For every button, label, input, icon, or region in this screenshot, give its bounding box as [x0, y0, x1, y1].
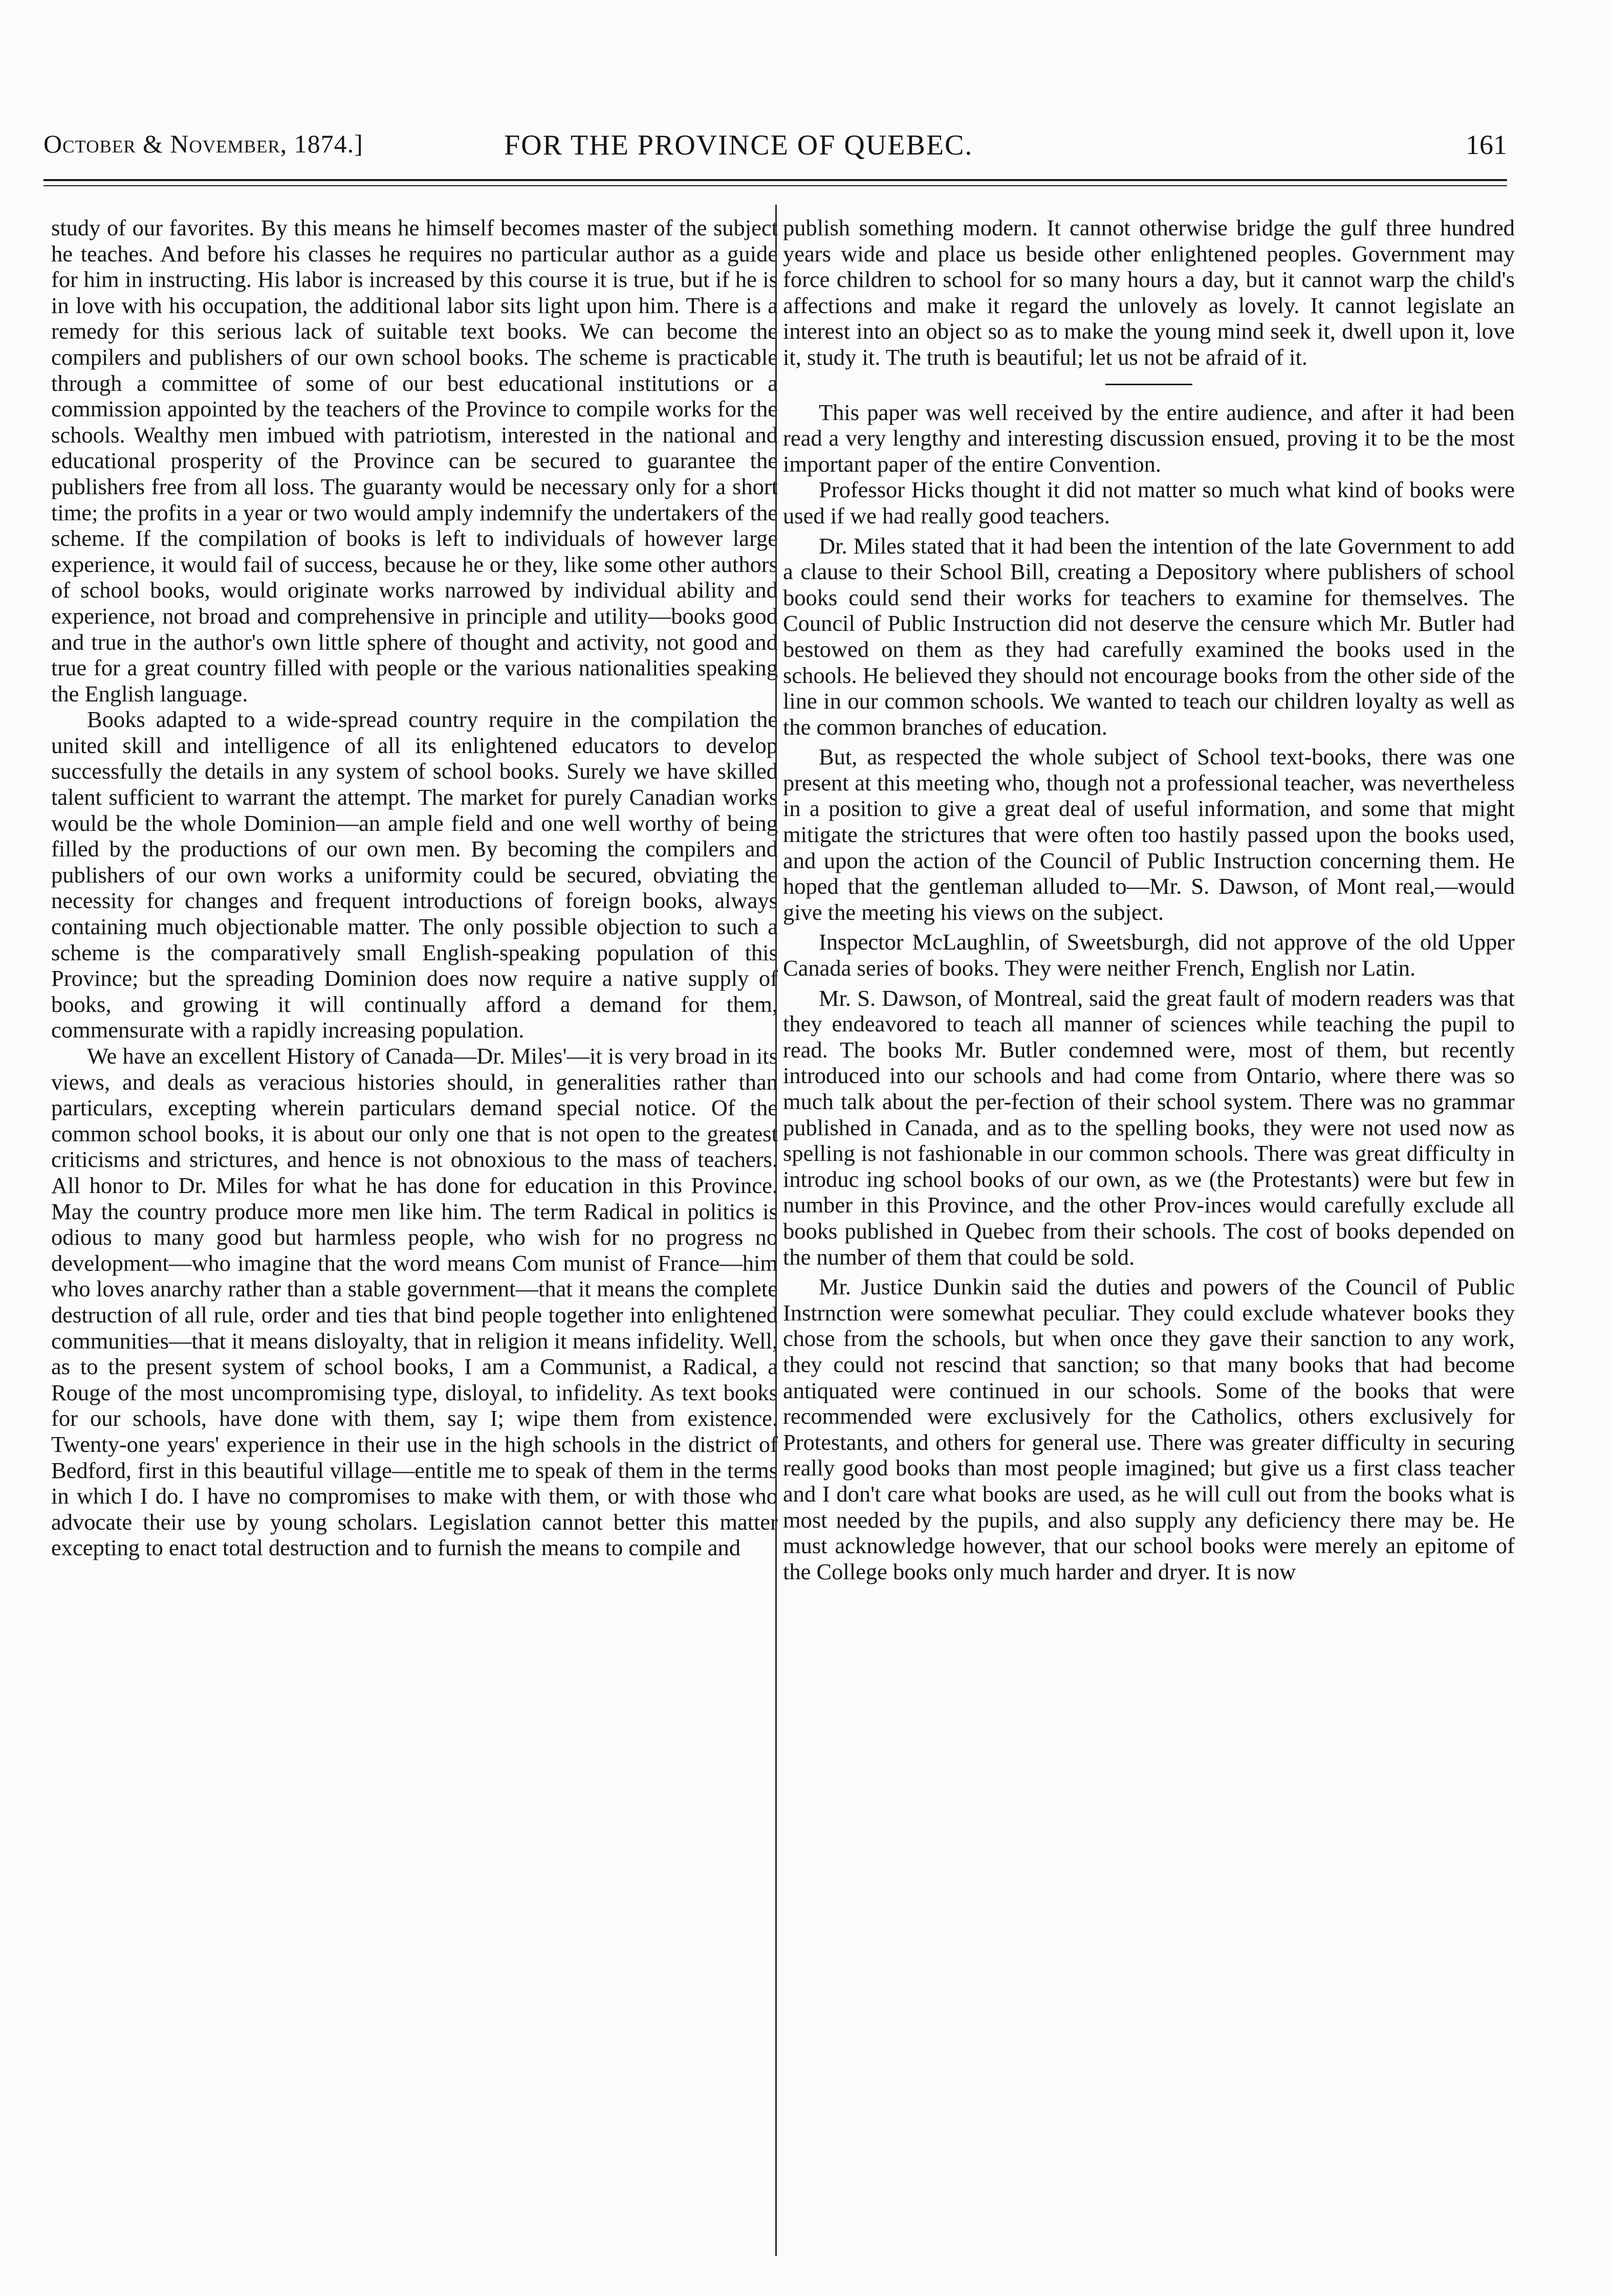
paragraph: This paper was well received by the entire audience, and after it had been read a very lengthy and interesting discussion ensued, proving it to be the most important paper of the entire Convention. — [783, 399, 1515, 477]
issue-date: October & November, 1874.] — [43, 129, 363, 158]
paragraph: We have an excellent History of Canada—Dr. Miles'—it is very broad in its views, and deals as veracious histories should, in generalities rather than particulars, excepting wherein particulars demand special notice. Of the common school books, it is about our only one that is not open to the greatest criticisms and strictures, and hence is not obnoxious to the mass of teachers. All honor to Dr. Miles for what he has done for education in this Province. May the country produce more men like him. The term Radical in politics is odious to many good but harmless people, who wish for no progress no development—who imagine that the word means Com munist of France—him who loves anarchy rather than a stable government—that it means the complete destruction of all rule, order and ties that bind people together into enlightened communities—that it means disloyalty, that in religion it means infidelity. Well, as to the present system of school books, I am a Communist, a Radical, a Rouge of the most uncompromising type, disloyal, to infidelity. As text books for our schools, have done with them, say I; wipe them from existence. Twenty-one years' experience in their use in the high schools in the district of Bedford, first in this beautiful village—entitle me to speak of them in the terms in which I do. I have no compromises to make with them, or with those who advocate their use by young scholars. Legislation cannot better this matter excepting to enact total destruction and to furnish the means to compile and — [51, 1043, 778, 1561]
column-divider — [775, 205, 777, 2256]
paragraph-gap — [783, 981, 1515, 985]
paragraph-gap — [783, 1270, 1515, 1274]
page-number: 161 — [1466, 129, 1507, 160]
paragraph: study of our favorites. By this means he himself becomes master of the subject he teaches. And before his classes he requires no particular author as a guide for him in instructing. His labor is increased by this course it is true, but if he is in love with his occupation, the additional labor sits light upon him. There is a remedy for this serious lack of suitable text books. We can become the compilers and publishers of our own school books. The scheme is practicable through a committee of some of our best educational institutions or a commission appointed by the teachers of the Province to compile works for the schools. Wealthy men imbued with patriotism, interested in the national and educational prosperity of the Province can be secured to guarantee the publishers free from all loss. The guaranty would be necessary only for a short time; the profits in a year or two would amply indemnify the undertakers of the scheme. If the compilation of books is left to individuals of however large experience, it would fail of success, because he or they, like some other authors of school books, would originate works narrowed by individual ability and experience, not broad and comprehensive in principle and utility—books good and true in the author's own little sphere of thought and activity, not good and true for a great country filled with people or the various nationalities speaking the English language. — [51, 215, 778, 707]
right-column — [783, 215, 1515, 1584]
paragraph: Mr. Justice Dunkin said the duties and powers of the Council of Public Instrnction were somewhat peculiar. They could exclude whatever books they chose from the schools, but when once they gave their sanction to any work, they could not rescind that sanction; so that many books that had become antiquated were continued in our schools. Some of the books that were recommended were exclusively for the Catholics, others exclusively for Protestants, and others for general use. There was greater difficulty in securing really good books than most people imagined; but give us a first class teacher and I don't care what books are used, as he will cull out from the books what is most needed by the pupils, and also supply any deficiency there may be. He must acknowledge however, that our school books were merely an epitome of the College books only much harder and dryer. It is now — [783, 1274, 1515, 1584]
header-rule-thin — [43, 185, 1507, 186]
paragraph-gap — [783, 925, 1515, 929]
section-separator — [1105, 384, 1192, 385]
paragraph: Inspector McLaughlin, of Sweetsburgh, did not approve of the old Upper Canada series of books. They were neither French, English nor Latin. — [783, 929, 1515, 981]
running-title: FOR THE PROVINCE OF QUEBEC. — [504, 129, 973, 161]
paragraph: Dr. Miles stated that it had been the intention of the late Government to add a clause to their School Bill, creating a Depository where publishers of school books could send their works for teachers to examine for themselves. The Council of Public Instruction did not deserve the censure which Mr. Butler had bestowed on them as they had carefully examined the books used in the schools. He believed they should not encourage books from the other side of the line in our common schools. We wanted to teach our children loyalty as well as the common branches of education. — [783, 533, 1515, 740]
paragraph: But, as respected the whole subject of School text-books, there was one present at this meeting who, though not a professional teacher, was nevertheless in a position to give a great deal of useful information, and some that might mitigate the strictures that were often too hastily passed upon the books used, and upon the action of the Council of Public Instruction concerning them. He hoped that the gentleman alluded to—Mr. S. Dawson, of Mont real,—would give the meeting his views on the subject. — [783, 744, 1515, 925]
header-rule — [43, 179, 1507, 181]
paragraph: Mr. S. Dawson, of Montreal, said the great fault of modern readers was that they endeavored to teach all manner of sciences while teaching the pupil to read. The books Mr. Butler condemned were, most of them, but recently introduced into our schools and had come from Ontario, where there was so much talk about the per-fection of their school system. There was no grammar published in Canada, and as to the spelling books, they were not used now as spelling is not fashionable in our common schools. There was great difficulty in introduc ing school books of our own, as we (the Protestants) were but few in number in this Province, and the other Prov-inces would carefully exclude all books published in Quebec from their schools. The cost of books depended on the number of them that could be sold. — [783, 985, 1515, 1270]
paragraph-gap — [783, 529, 1515, 533]
left-column — [51, 215, 778, 1561]
paragraph: Professor Hicks thought it did not matter so much what kind of books were used if we had really good teachers. — [783, 477, 1515, 528]
paragraph: publish something modern. It cannot otherwise bridge the gulf three hundred years wide and place us beside other enlightened peoples. Government may force children to school for so many hours a day, but it cannot warp the child's affections and make it regard the unlovely as lovely. It cannot legislate an interest into an object so as to make the young mind seek it, dwell upon it, love it, study it. The truth is beautiful; let us not be afraid of it. — [783, 215, 1515, 370]
running-header — [43, 129, 1507, 170]
paragraph: Books adapted to a wide-spread country require in the compilation the united skill and intelligence of all its enlightened educators to develop successfully the details in any system of school books. Surely we have skilled talent sufficient to warrant the attempt. The market for purely Canadian works would be the whole Dominion—an ample field and one well worthy of being filled by the productions of our own men. By becoming the compilers and publishers of our own works a uniformity could be secured, obviating the necessity for changes and frequent introductions of foreign books, always containing much objectionable matter. The only possible objection to such a scheme is the comparatively small English-speaking population of this Province; but the spreading Dominion does now require a native supply of books, and growing it will continually afford a demand for them, commensurate with a rapidly increasing population. — [51, 707, 778, 1043]
paragraph-gap — [783, 740, 1515, 744]
